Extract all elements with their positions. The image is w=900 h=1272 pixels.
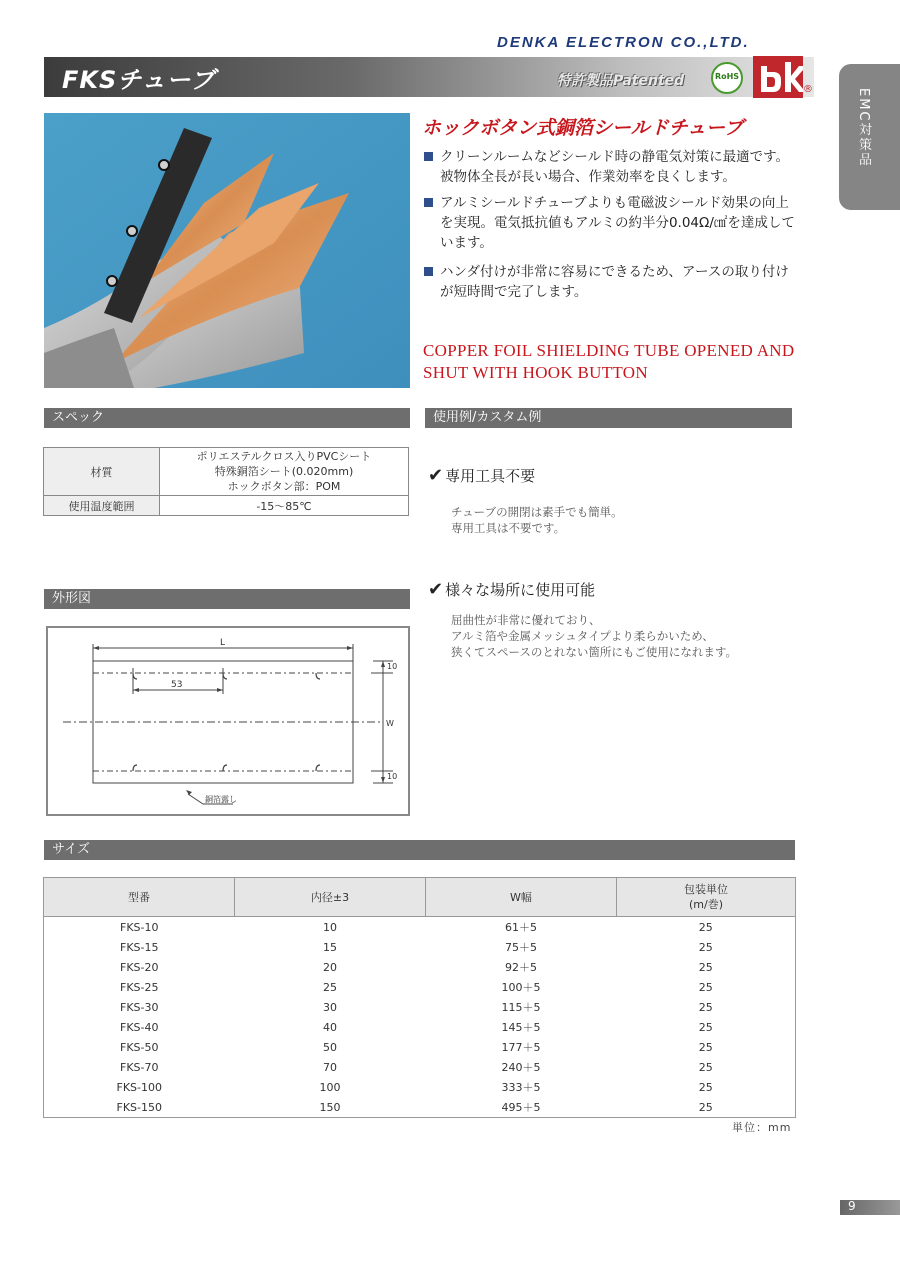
table-cell: 25 xyxy=(698,920,713,934)
usage-section-header: 使用例/カスタム例 xyxy=(425,408,792,428)
table-row xyxy=(44,1057,796,1077)
table-cell: 150 xyxy=(319,1100,341,1114)
table-cell: 100＋5 xyxy=(501,981,541,994)
table-cell: 495＋5 xyxy=(501,1101,541,1114)
bullet-marker xyxy=(424,152,433,161)
bullet-text: ハンダ付けが非常に容易にできるため、アースの取り付けが短時間で完了します。 xyxy=(440,264,789,300)
table-cell: 177＋5 xyxy=(501,1041,541,1054)
page-number: 9 xyxy=(848,1199,856,1213)
table-cell: 25 xyxy=(698,940,713,954)
spec-row-material xyxy=(44,448,409,496)
table-cell: FKS-50 xyxy=(120,1040,159,1054)
table-cell: 75＋5 xyxy=(505,941,537,954)
feature-title xyxy=(428,465,535,486)
unit-note: 単位：mm xyxy=(732,1121,792,1134)
dim-W: W xyxy=(386,719,394,728)
company-name: DENKA ELECTRON CO.,LTD. xyxy=(497,34,750,51)
dim-10-top: 10 xyxy=(387,662,398,671)
spec-row-temperature xyxy=(44,496,409,516)
table-cell: FKS-100 xyxy=(116,1080,162,1094)
material-value xyxy=(160,448,409,496)
feature-title-text: 様々な場所に使用可能 xyxy=(445,581,596,599)
english-title: COPPER FOIL SHIELDING TUBE OPENED AND SHUT WITH HOOK BUTTON xyxy=(423,341,795,382)
dim-L: L xyxy=(220,638,226,648)
patented-mark: 特許製品Patented xyxy=(557,73,685,89)
outline-drawing xyxy=(48,628,408,814)
table-cell: 25 xyxy=(698,1080,713,1094)
table-row xyxy=(44,997,796,1017)
feature-desc-line: 屈曲性が非常に優れており、 xyxy=(451,613,601,627)
size-table xyxy=(43,877,796,1118)
table-cell: 20 xyxy=(323,960,337,974)
material-line: ホックボタン部：POM xyxy=(227,480,341,493)
spec-section-header: スペック xyxy=(44,408,410,428)
bullet-marker xyxy=(424,198,433,207)
table-cell: 15 xyxy=(323,940,337,954)
table-cell: 25 xyxy=(698,1000,713,1014)
table-cell: 115＋5 xyxy=(501,1001,541,1014)
table-cell: FKS-25 xyxy=(120,980,159,994)
dim-53: 53 xyxy=(171,680,183,690)
product-photo xyxy=(44,113,410,388)
table-cell: 61＋5 xyxy=(505,921,537,934)
feature-desc-line: アルミ箔や金属メッシュタイプより柔らかいため、 xyxy=(451,629,714,643)
feature-desc-line: 狭くてスペースのとれない箇所にもご使用になれます。 xyxy=(451,645,738,659)
table-row xyxy=(44,1097,796,1118)
bullet-text: アルミシールドチューブよりも電磁波シールド効果の向上を実現。電気抵抗値もアルミの約半分0.04Ω/㎠を達成しています。 xyxy=(440,195,795,251)
size-section-header: サイズ xyxy=(44,840,795,860)
foil-callout: 銅箔露し xyxy=(205,795,237,804)
check-icon: ✔ xyxy=(428,465,444,486)
table-cell: 25 xyxy=(698,980,713,994)
col-width: W幅 xyxy=(426,878,617,917)
bullet-text: クリーンルームなどシールド時の静電気対策に最適です。被物体全長が長い場合、作業効率を良くします。 xyxy=(440,149,790,185)
feature-description xyxy=(451,504,623,536)
table-row xyxy=(44,917,796,938)
table-cell: 40 xyxy=(323,1020,337,1034)
table-cell: FKS-40 xyxy=(120,1020,159,1034)
col-model: 型番 xyxy=(44,878,235,917)
drawing-section-header: 外形図 xyxy=(44,589,410,609)
material-line: 特殊銅箔シート(0.020mm) xyxy=(214,465,354,478)
bullet-marker xyxy=(424,267,433,276)
table-row xyxy=(44,957,796,977)
feature-bullet xyxy=(422,262,800,302)
size-header-row xyxy=(44,878,796,917)
table-cell: 25 xyxy=(698,1040,713,1054)
table-cell: 50 xyxy=(323,1040,337,1054)
rohs-label: RoHS xyxy=(714,72,740,81)
table-cell: FKS-70 xyxy=(120,1060,159,1074)
col-package-unit: (m/巻) xyxy=(688,898,723,911)
table-cell: 145＋5 xyxy=(501,1021,541,1034)
table-cell: 10 xyxy=(323,920,337,934)
table-row xyxy=(44,1037,796,1057)
col-package xyxy=(617,878,796,917)
temperature-label: 使用温度範囲 xyxy=(44,496,160,516)
table-cell: 92＋5 xyxy=(505,961,537,974)
side-tab-label: EMC対策品 xyxy=(856,88,871,168)
table-cell: FKS-30 xyxy=(120,1000,159,1014)
table-cell: 25 xyxy=(698,1020,713,1034)
feature-desc-line: チューブの開閉は素手でも簡単。 xyxy=(451,505,623,519)
feature-title-text: 専用工具不要 xyxy=(445,467,536,485)
table-cell: 25 xyxy=(698,1060,713,1074)
product-headline: ホックボタン式銅箔シールドチューブ xyxy=(422,117,744,139)
table-row xyxy=(44,977,796,997)
table-cell: 25 xyxy=(698,1100,713,1114)
table-cell: 70 xyxy=(323,1060,337,1074)
table-cell: 100 xyxy=(319,1080,341,1094)
table-cell: 30 xyxy=(323,1000,337,1014)
table-cell: 333＋5 xyxy=(501,1081,541,1094)
table-cell: FKS-15 xyxy=(120,940,159,954)
feature-title xyxy=(428,579,595,600)
table-row xyxy=(44,1017,796,1037)
table-cell: FKS-20 xyxy=(120,960,159,974)
feature-bullet xyxy=(422,193,800,253)
feature-description xyxy=(451,612,737,660)
col-package-label: 包装単位 xyxy=(684,883,728,896)
temperature-value: -15～85℃ xyxy=(160,496,409,516)
feature-bullet xyxy=(422,147,800,187)
table-row xyxy=(44,937,796,957)
table-row xyxy=(44,1077,796,1097)
table-cell: 240＋5 xyxy=(501,1061,541,1074)
material-line: ポリエステルクロス入りPVCシート xyxy=(196,450,372,463)
table-cell: 25 xyxy=(698,960,713,974)
feature-desc-line: 専用工具は不要です。 xyxy=(451,521,566,535)
material-label: 材質 xyxy=(44,448,160,496)
table-cell: FKS-150 xyxy=(116,1100,162,1114)
page-title: FKSチューブ xyxy=(62,66,216,94)
registered-mark: ® xyxy=(803,84,813,95)
table-cell: 25 xyxy=(323,980,337,994)
check-icon: ✔ xyxy=(428,579,444,600)
table-cell: FKS-10 xyxy=(120,920,159,934)
col-inner-diameter: 内径±3 xyxy=(235,878,426,917)
dim-10-bottom: 10 xyxy=(387,772,398,781)
dk-logo xyxy=(753,56,803,98)
rohs-logo xyxy=(711,62,743,94)
spec-table xyxy=(43,447,409,516)
